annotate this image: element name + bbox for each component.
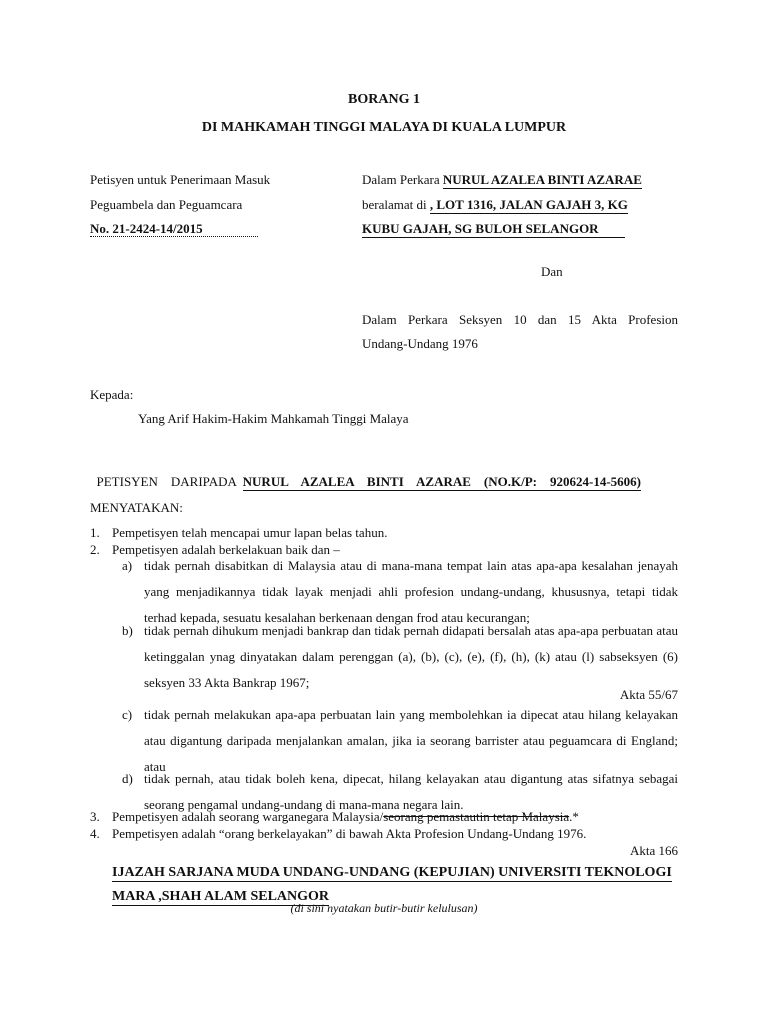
matter-line: Dalam Perkara NURUL AZALEA BINTI AZARAE — [362, 172, 642, 187]
address-line1: beralamat di , LOT 1316, JALAN GAJAH 3, KG — [362, 197, 628, 212]
addressee: Yang Arif Hakim-Hakim Mahkamah Tinggi Malaya — [138, 411, 409, 426]
petitioner-name-ic: NURUL AZALEA BINTI AZARAE (NO.K/P: 920624-14-5606) — [242, 474, 641, 489]
court-name: DI MAHKAMAH TINGGI MALAYA DI KUALA LUMPUR — [201, 120, 567, 135]
matter2-line2: Undang-Undang 1976 — [362, 336, 478, 351]
sub-item-d: d) tidak pernah, atau tidak boleh kena, dipecat, hilang kelayakan atau digantung atas sifatnya sebagai seorang pengamal undang-undang di mana-mana negara lain. — [122, 771, 678, 812]
struck-text: seorang pemastautin tetap Malaysia — [383, 809, 570, 824]
form-title: BORANG 1 — [348, 92, 420, 107]
petition-from: PETISYEN DARIPADA NURUL AZALEA BINTI AZARAE (NO.K/P: 920624-14-5606) — [96, 474, 641, 489]
statute-ref-akta-166: Akta 166 — [629, 843, 678, 858]
sub-item-c: c) tidak pernah melakukan apa-apa perbuatan lain yang membolehkan ia dipecat atau hilang kelayakan atau digantung daripada menjalankan amalan, jika ia seorang barrister atau peguamcara di England; atau — [122, 707, 678, 774]
to-label: Kepada: — [90, 387, 134, 402]
matter2-line1: Dalam Perkara Seksyen 10 dan 15 Akta Profesion — [362, 312, 678, 327]
and-connector: Dan — [541, 264, 563, 279]
petition-type-line2: Peguambela dan Peguamcara — [90, 197, 243, 212]
petition-type-line1: Petisyen untuk Penerimaan Masuk — [90, 172, 271, 187]
sub-item-b: b) tidak pernah dihukum menjadi bankrap dan tidak pernah didapati bersalah atas apa-apa perbuatan atau ketinggalan ynag dinyatakan dalam perenggan (a), (b), (c), (e), (f), (h), (k) atau (l) sabseksyen (6) seksyen 33 Akta Bankrap 1967; — [122, 623, 678, 690]
statute-ref-akta-55-67: Akta 55/67 — [619, 687, 678, 702]
address-line2: KUBU GAJAH, SG BULOH SELANGOR — [362, 221, 625, 237]
qualification-caption: (di sini nyatakan butir-butir kelulusan) — [290, 901, 478, 915]
states-label: MENYATAKAN: — [90, 500, 183, 515]
qualification: IJAZAH SARJANA MUDA UNDANG-UNDANG (KEPUJIAN) UNIVERSITI TEKNOLOGI MARA ,SHAH ALAM SELANGOR — [112, 865, 672, 904]
case-number: No. 21-2424-14/2015 — [90, 221, 258, 237]
petitioner-name: NURUL AZALEA BINTI AZARAE — [442, 172, 642, 187]
sub-item-a: a) tidak pernah disabitkan di Malaysia atau di mana-mana tempat lain atas apa-apa kesalahan jenayah yang menjadikannya tidak layak menjadi ahli profesion undang-undang, khususnya, tetapi tidak terhad kepada, sesuatu kesalahan berkenaan dengan frod atau kecurangan; — [122, 558, 678, 625]
